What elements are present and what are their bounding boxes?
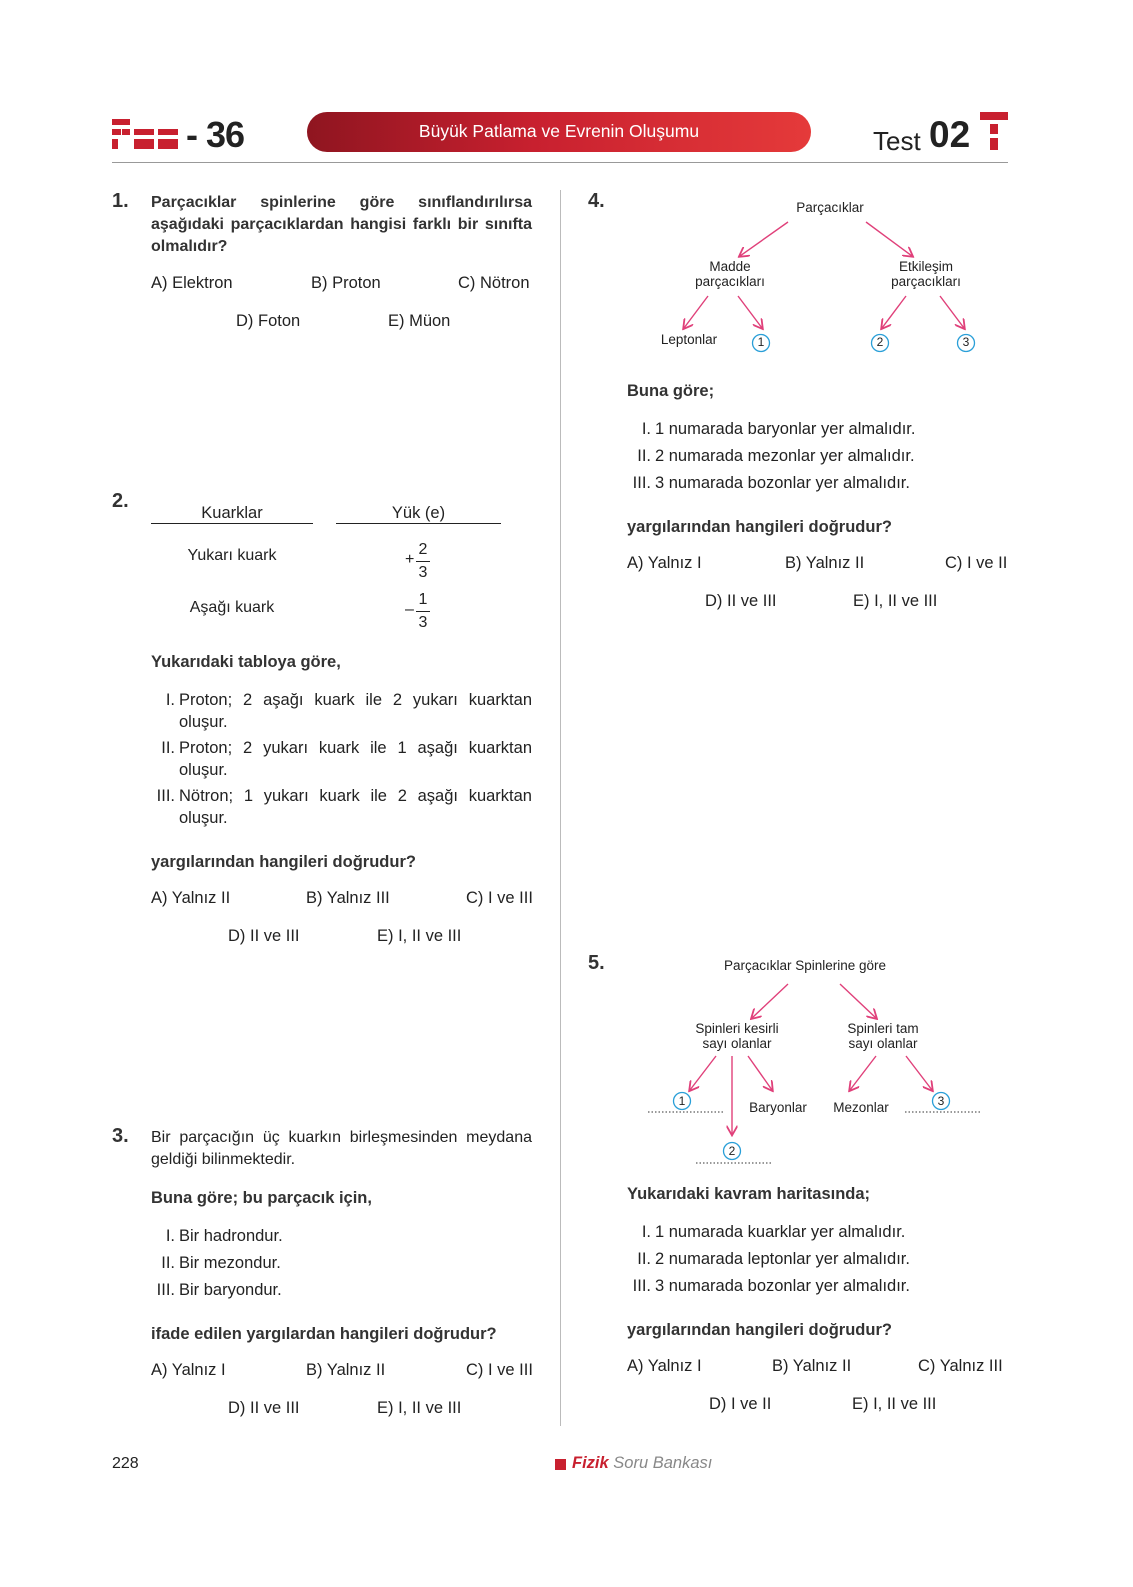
- q3-option-c[interactable]: C) I ve III: [466, 1361, 533, 1379]
- q3-lead: Buna göre; bu parçacık için,: [151, 1189, 372, 1207]
- q4-marker-1: 1: [757, 335, 765, 349]
- q4-root: Parçacıklar: [796, 200, 864, 215]
- q5-option-a[interactable]: A) Yalnız I: [627, 1357, 702, 1375]
- column-divider: [560, 190, 561, 1426]
- q2-row-up-fraction-bar: [416, 561, 430, 562]
- q2-row-up-den: 3: [418, 564, 428, 581]
- q2-row-up-name: Yukarı kuark: [187, 547, 277, 564]
- q4-leptons: Leptonlar: [660, 332, 718, 347]
- q3-number: 3.: [112, 1125, 129, 1147]
- q1-option-a[interactable]: A) Elektron: [151, 274, 233, 292]
- q2-row-down-name: Aşağı kuark: [189, 599, 275, 616]
- q4-option-e[interactable]: E) I, II ve III: [853, 592, 938, 610]
- footer-book-name: Fizik Soru Bankası: [572, 1454, 713, 1472]
- test-label: Test: [873, 126, 921, 156]
- q2-statement-1: I. Proton; 2 aşağı kuark ile 2 yukarı kuarktan oluşur.: [165, 691, 532, 731]
- q5-option-d[interactable]: D) I ve II: [709, 1395, 772, 1413]
- q2-row-down-fraction-bar: [416, 611, 430, 612]
- q5-marker-3: 3: [937, 1094, 945, 1108]
- q2-header-rule-right: [336, 523, 501, 524]
- chapter-number: - 36: [186, 114, 245, 155]
- q3-option-e[interactable]: E) I, II ve III: [377, 1399, 462, 1417]
- q5-question: yargılarından hangileri doğrudur?: [627, 1321, 892, 1339]
- q4-number: 4.: [588, 190, 605, 212]
- page-number: 228: [112, 1455, 139, 1472]
- test-logo-mark: [980, 112, 1010, 154]
- q2-header-rule-left: [151, 523, 313, 524]
- q5-marker-2: 2: [728, 1144, 736, 1158]
- q1-option-d[interactable]: D) Foton: [236, 312, 301, 330]
- q5-left-node: Spinleri kesirli sayı olanlar: [695, 1021, 779, 1051]
- q1-option-e[interactable]: E) Müon: [388, 312, 451, 330]
- q2-row-down-num: 1: [418, 591, 428, 608]
- q4-option-c[interactable]: C) I ve II: [945, 554, 1008, 572]
- q3-question: ifade edilen yargılardan hangileri doğrudur?: [151, 1325, 497, 1343]
- q4-option-d[interactable]: D) II ve III: [705, 592, 777, 610]
- q2-row-up-sign: +: [405, 551, 415, 568]
- q1-option-c[interactable]: C) Nötron: [458, 274, 530, 292]
- q2-statement-3: III. Nötron; 1 yukarı kuark ile 2 aşağı kuarktan oluşur.: [156, 787, 532, 827]
- q3-option-d[interactable]: D) II ve III: [228, 1399, 300, 1417]
- q5-statement-1: I. 1 numarada kuarklar yer almalıdır.: [641, 1223, 906, 1241]
- q5-right-node: Spinleri tam sayı olanlar: [847, 1021, 919, 1051]
- faz-logo: [112, 115, 182, 155]
- q2-header-quarks: Kuarklar: [201, 504, 263, 522]
- chapter-title: Büyük Patlama ve Evrenin Oluşumu: [418, 121, 700, 141]
- q5-mesons: Mezonlar: [833, 1100, 889, 1115]
- q5-option-b[interactable]: B) Yalnız II: [772, 1357, 852, 1375]
- header-rule: [112, 162, 1008, 163]
- q2-row-down-den: 3: [418, 614, 428, 631]
- q1-text: Parçacıklar spinlerine göre sınıflandırılırsa aşağıdaki parçacıklardan hangisi farklı bir sınıfta olmalıdır?: [151, 194, 532, 255]
- q2-statement-2: II. Proton; 2 yukarı kuark ile 1 aşağı kuarktan oluşur.: [161, 739, 532, 779]
- q2-option-c[interactable]: C) I ve III: [466, 889, 533, 907]
- q4-option-a[interactable]: A) Yalnız I: [627, 554, 702, 572]
- q4-left-node: Madde parçacıkları: [695, 259, 765, 289]
- q2-option-a[interactable]: A) Yalnız II: [151, 889, 231, 907]
- q3-option-a[interactable]: A) Yalnız I: [151, 1361, 226, 1379]
- q3-option-b[interactable]: B) Yalnız II: [306, 1361, 386, 1379]
- q4-statement-2: II. 2 numarada mezonlar yer almalıdır.: [637, 447, 915, 465]
- q5-lead: Yukarıdaki kavram haritasında;: [627, 1185, 871, 1203]
- test-number: 02: [929, 114, 971, 155]
- q4-statement-3: III. 3 numarada bozonlar yer almalıdır.: [632, 474, 910, 492]
- q5-statement-3: III. 3 numarada bozonlar yer almalıdır.: [632, 1277, 910, 1295]
- q5-baryons: Baryonlar: [749, 1100, 807, 1115]
- q5-option-c[interactable]: C) Yalnız III: [918, 1357, 1003, 1375]
- q1-option-b[interactable]: B) Proton: [311, 274, 381, 292]
- q3-statement-1: I. Bir hadrondur.: [165, 1227, 283, 1245]
- q4-marker-2: 2: [876, 335, 884, 349]
- q5-diagram-arrows: [600, 970, 1020, 1170]
- q2-question: yargılarından hangileri doğrudur?: [151, 853, 416, 871]
- q4-right-node: Etkileşim parçacıkları: [891, 259, 961, 289]
- q4-question: yargılarından hangileri doğrudur?: [627, 518, 892, 536]
- q2-option-d[interactable]: D) II ve III: [228, 927, 300, 945]
- q3-statement-2: II. Bir mezondur.: [161, 1254, 281, 1272]
- q5-marker-1: 1: [678, 1094, 686, 1108]
- q2-row-down-sign: –: [405, 601, 414, 618]
- q2-header-charge: Yük (e): [391, 504, 446, 522]
- q2-option-b[interactable]: B) Yalnız III: [306, 889, 390, 907]
- q4-statement-1: I. 1 numarada baryonlar yer almalıdır.: [641, 420, 916, 438]
- q2-row-up-num: 2: [418, 541, 428, 558]
- q4-lead: Buna göre;: [627, 382, 715, 400]
- q2-number: 2.: [112, 490, 129, 512]
- q5-option-e[interactable]: E) I, II ve III: [852, 1395, 937, 1413]
- q4-marker-3: 3: [962, 335, 970, 349]
- q5-number: 5.: [588, 952, 605, 974]
- q4-option-b[interactable]: B) Yalnız II: [785, 554, 865, 572]
- q5-statement-2: II. 2 numarada leptonlar yer almalıdır.: [637, 1250, 910, 1268]
- q2-lead: Yukarıdaki tabloya göre,: [151, 653, 341, 671]
- q1-number: 1.: [112, 190, 129, 212]
- q3-statement-3: III. Bir baryondur.: [156, 1281, 282, 1299]
- q3-text: Bir parçacığın üç kuarkın birleşmesinden meydana geldiği bilinmektedir.: [151, 1129, 532, 1168]
- q2-option-e[interactable]: E) I, II ve III: [377, 927, 462, 945]
- footer-square-icon: [555, 1459, 566, 1470]
- q5-root: Parçacıklar Spinlerine göre: [723, 958, 887, 973]
